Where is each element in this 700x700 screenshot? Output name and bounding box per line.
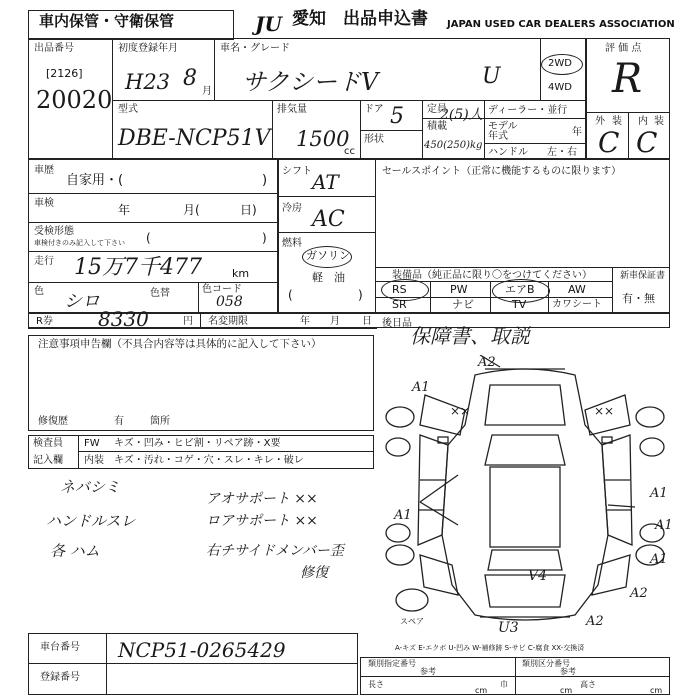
inspect-year: 年 — [118, 203, 131, 217]
disp: 1500 — [296, 127, 350, 151]
hand-note-5: ロアサポート ×× — [206, 513, 318, 529]
regno-label: 登録番号 — [40, 672, 80, 683]
fuel1: ガソリン — [306, 249, 350, 262]
ext-grade: C — [598, 126, 620, 159]
mileage-unit: km — [232, 267, 250, 280]
damage-legend: A-キズ E-エクボ U-凹み W-補修跡 S-サビ C-腐食 XX-交換済 — [395, 644, 585, 652]
lot-sub: [2126] — [46, 67, 83, 80]
load-label: 積載 — [427, 121, 447, 132]
handle-opts: 左・右 — [547, 147, 577, 158]
recv-note: 車検付きのみ記入して下さい — [34, 239, 125, 247]
damage-mark-a1-right: A1 — [650, 486, 668, 501]
after-label: 後日品 — [382, 318, 412, 329]
model-year-label: モデル — [488, 121, 518, 132]
history: 自家用・( — [66, 173, 124, 188]
damage-mark-a2-top: A2 — [478, 355, 496, 370]
damage-mark-a1-extra: A1 — [650, 552, 668, 567]
inspector-in-label: 内装 — [84, 455, 104, 466]
reg-label: 初度登録年月 — [118, 43, 178, 54]
handle-label: ハンドル — [488, 147, 528, 158]
sales-label: セールスポイント（正常に機能するものに限ります） — [382, 166, 622, 177]
drive-4wd: 4WD — [548, 82, 572, 93]
equip-airbag: エアB — [505, 283, 535, 296]
org-name: 愛知 — [292, 9, 326, 29]
spare-label: スペア — [400, 617, 424, 626]
chassis: NCP51-0265429 — [118, 638, 286, 662]
ac: AC — [312, 207, 345, 232]
equip-tv: TV — [512, 298, 527, 311]
shift: AT — [312, 170, 339, 194]
damage-mark-a1-topleft: A1 — [412, 380, 430, 395]
car-name: サクシードV — [242, 68, 379, 96]
reg-month: 8 — [183, 66, 197, 91]
reg-year: H23 — [125, 70, 171, 94]
model-label: 型式 — [118, 104, 138, 115]
load: 450(250)kg — [424, 140, 483, 151]
disp-label: 排気量 — [277, 104, 307, 115]
lot-number: 20020 — [36, 86, 113, 114]
fuel2: 軽 油 — [312, 271, 345, 284]
model-year-unit: 年 — [572, 127, 582, 138]
rename-day: 日 — [362, 316, 372, 327]
disp-unit: cc — [344, 146, 355, 157]
after-hand: 保障書、取説 — [410, 324, 530, 348]
cap-label: 定員 — [427, 104, 447, 115]
equip-leather: カワシート — [552, 299, 602, 310]
model-year-label2: 年式 — [488, 131, 508, 142]
equip-navi: ナビ — [452, 298, 474, 311]
door-label: ドア — [364, 104, 384, 115]
recv-close: ) — [262, 231, 267, 245]
recycle-amount: 8330 — [98, 307, 149, 331]
equip-pw: PW — [450, 283, 468, 296]
mileage: 15万7千477 — [74, 255, 202, 280]
repair-place: 箇所 — [150, 416, 170, 427]
wid-cm: cm — [560, 686, 573, 695]
int-grade: C — [636, 126, 658, 159]
recv-open: ( — [146, 231, 151, 245]
reg-month-unit: 月 — [202, 86, 212, 97]
hand-note-2: ハンドルスレ — [46, 512, 136, 530]
inspector-label2: 記入欄 — [33, 455, 63, 466]
hand-note-4: アオサポート ×× — [206, 491, 318, 507]
doc-title: 出品申込書 — [343, 9, 428, 29]
equip-label: 装備品（純正品に限り〇をつけてください） — [392, 270, 592, 281]
damage-mark-a2-bottom: A2 — [586, 614, 604, 629]
car-diagram — [380, 355, 670, 635]
grade: U — [482, 64, 501, 89]
spec-label1: 類別指定番号 — [368, 659, 416, 668]
history-label: 車歴 — [34, 165, 54, 176]
recv-label: 受検形態 — [34, 226, 74, 237]
recycle-label: R券 — [36, 316, 53, 327]
inspector-label1: 検査員 — [33, 438, 63, 449]
notes-label: 注意事項申告欄（不具合内容等は具体的に記入して下さい） — [38, 338, 322, 350]
door: 5 — [390, 104, 404, 129]
mileage-label: 走行 — [34, 256, 54, 267]
int-label2: 装 — [654, 116, 664, 127]
spec-label2: 類別区分番号 — [522, 659, 570, 668]
len-label: 長さ — [368, 680, 384, 689]
cap: 2(5)人 — [440, 107, 483, 123]
score-label: 評 価 点 — [605, 43, 642, 54]
shape-label: 形状 — [364, 134, 384, 145]
ju-logo: JU — [255, 12, 282, 36]
hgt-label: 高さ — [580, 680, 596, 689]
color-label: 色 — [34, 286, 44, 297]
damage-mark-a1-left: A1 — [394, 508, 412, 523]
inspect-label: 車検 — [34, 198, 54, 209]
lot-label: 出品番号 — [34, 43, 74, 54]
rename-year: 年 — [300, 316, 310, 327]
damage-mark-v4: V4 — [528, 568, 548, 584]
inspector-fw: FW — [84, 438, 100, 449]
repair-label: 修復歴 — [38, 416, 68, 427]
colorcode: 058 — [216, 294, 243, 310]
repair-value: 有 — [114, 416, 124, 427]
recolor-label: 色替 — [150, 288, 170, 299]
inspector-in-items: キズ・汚れ・コゲ・穴・スレ・キレ・破レ — [114, 455, 304, 466]
ref2: 参考 — [560, 667, 576, 676]
ac-label: 冷房 — [282, 203, 302, 214]
storage-label-box — [28, 10, 234, 40]
equip-aw: AW — [568, 283, 586, 296]
hand-note-1: ネバシミ — [60, 478, 120, 496]
storage-label: 車内保管・守衛保管 — [39, 12, 175, 30]
damage-mark-u3: U3 — [498, 620, 519, 636]
hand-note-7: 修復 — [300, 565, 328, 581]
equip-rs: RS — [392, 283, 407, 296]
rename-month: 月 — [330, 316, 340, 327]
damage-mark-a1-right2: A1 — [655, 518, 673, 533]
color: シロ — [64, 291, 100, 312]
ext-label2: 装 — [612, 116, 622, 127]
ref1: 参考 — [420, 667, 436, 676]
assoc-name: JAPAN USED CAR DEALERS ASSOCIATION — [447, 19, 675, 30]
recycle-unit: 円 — [183, 316, 193, 327]
dealer-label: ディーラー・並行 — [488, 105, 568, 116]
inspect-day: 日) — [240, 203, 257, 217]
int-label: 内 — [638, 116, 648, 127]
fuel-close: ) — [358, 288, 363, 302]
hand-note-3: 各 ハム — [50, 542, 100, 560]
ext-label: 外 — [595, 116, 605, 127]
name-label: 車名・グレード — [220, 43, 290, 54]
rename-label: 名変期限 — [208, 316, 248, 327]
len-cm: cm — [475, 686, 488, 695]
wid-label: 巾 — [500, 680, 508, 689]
damage-mark-xx-left: ×× — [450, 404, 471, 418]
newcar-opts: 有・無 — [622, 292, 655, 305]
fuel-open: ( — [288, 288, 293, 302]
inspect-month: 月( — [183, 203, 200, 217]
shift-label: シフト — [282, 166, 312, 177]
drive-2wd: 2WD — [548, 58, 572, 69]
damage-mark-xx-right: ×× — [594, 404, 615, 418]
model: DBE-NCP51V — [118, 126, 271, 151]
damage-mark-a2-right: A2 — [630, 586, 648, 601]
chassis-label: 車台番号 — [40, 642, 80, 653]
colorcode-label: 色コード — [202, 284, 242, 295]
equip-sr: SR — [392, 298, 407, 311]
newcar-label: 新車保証書 — [620, 271, 666, 281]
inspector-fw-items: キズ・凹み・ヒビ割・リペア跡・X要 — [114, 438, 281, 449]
history-close: ) — [262, 173, 268, 188]
hand-note-6: 右チサイドメンバー歪 — [206, 543, 344, 559]
fuel-label: 燃料 — [282, 238, 302, 249]
score: R — [612, 56, 643, 102]
hgt-cm: cm — [650, 686, 663, 695]
